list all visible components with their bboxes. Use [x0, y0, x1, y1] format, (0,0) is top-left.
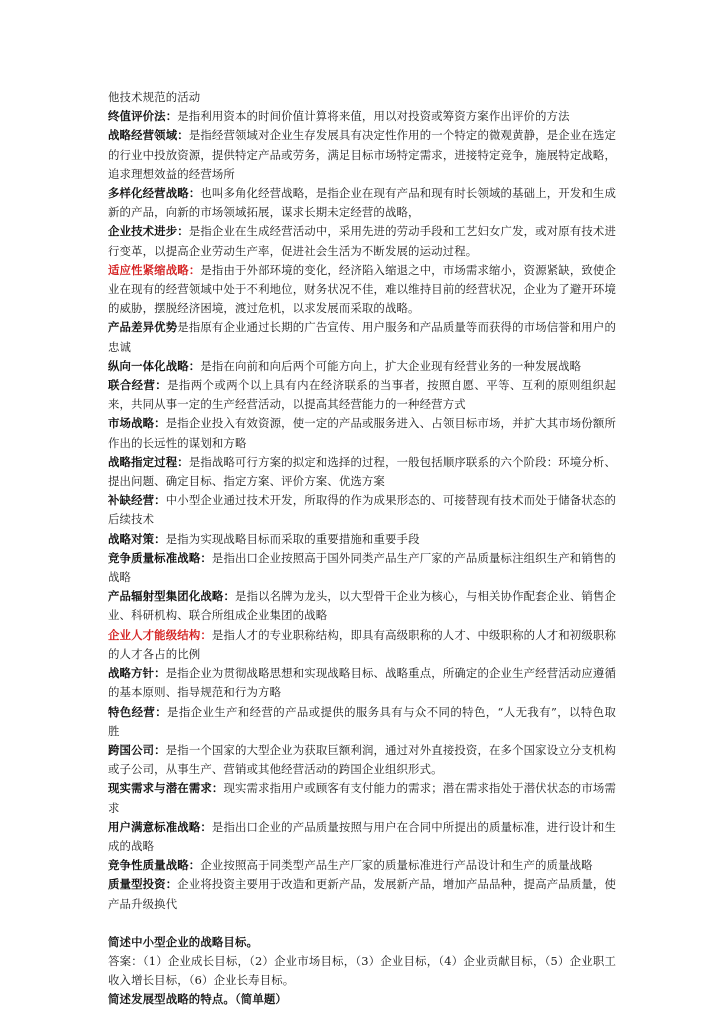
definition-term: 企业技术进步：	[108, 224, 189, 239]
definition-term: 现实需求与潜在需求：	[108, 781, 224, 796]
definition-entry	[108, 779, 616, 817]
definition-entry	[108, 357, 616, 376]
definition-text: 是指战略可行方案的拟定和选择的过程，一般包括顺序联系的六个阶段：环境分析、提出问题、确定目标、指定方案、评价方案、优选方案	[108, 454, 616, 489]
definition-text: 是指企业投入有效资源，使一定的产品或服务进入、占领目标市场，并扩大其市场份额所作出的长远性的谋划和方略	[108, 416, 616, 450]
definition-term: 产品差异优势	[108, 320, 178, 335]
definition-term: 战略方针：	[108, 666, 166, 681]
definition-text: 企业按照高于同类型产品生产厂家的质量标准进行产品设计和生产的质量战略	[200, 858, 593, 873]
definition-term: 质量型投资：	[108, 877, 178, 892]
definition-entry	[108, 818, 616, 856]
definition-text: 是指以名牌为龙头，以大型骨干企业为核心，与相关协作配套企业、销售企业、科研机构、联合所组成企业集团的战略	[108, 589, 616, 623]
definition-term: 特色经营：	[108, 704, 168, 719]
definition-term: 补缺经营：	[108, 493, 166, 508]
definition-entry	[108, 126, 616, 184]
definition-term: 用户满意标准战略：	[108, 819, 212, 834]
definition-text: 企业将投资主要用于改造和更新产品，发展新产品，增加产品品种，提高产品质量，使产品升级换代	[108, 877, 617, 911]
definition-list	[108, 107, 616, 914]
intro-line: 他技术规范的活动	[108, 90, 201, 104]
definition-term: 战略对策：	[108, 531, 166, 546]
definition-entry	[108, 376, 616, 414]
section-title: 简述中小型企业的战略目标。	[108, 934, 259, 949]
definition-text: 是指经营领域对企业生存发展具有决定性作用的一个特定的微观黄静，是企业在选定的行业中投放资源，提供特定产品或劳务，满足目标市场特定需求，进接特定竞争，施展特定战略，追求理想效益的经营场所	[108, 128, 616, 181]
definition-text: 是指一个国家的大型企业为获取巨额利润，通过对外直接投资，在多个国家设立分支机构或子公司，从事生产、营销或其他经营活动的跨国企业组织形式。	[108, 742, 616, 777]
definition-term: 竞争质量标准战略：	[108, 550, 212, 565]
definition-entry	[108, 261, 616, 319]
definition-entry	[108, 318, 616, 356]
definition-term: 多样化经营战略：	[108, 186, 201, 201]
definition-text: 中小型企业通过技术开发，所取得的作为成果形态的、可接替现有技术而处于储备状态的后续技术	[108, 493, 616, 527]
definition-text: 是指企业生产和经营的产品或提供的服务具有与众不同的特色，“人无我有”，以特色取胜	[108, 704, 616, 738]
definition-term: 市场战略：	[108, 416, 166, 431]
definition-text: 是指在向前和向后两个可能方向上，扩大企业现有经营业务的一种发展战略	[200, 358, 582, 373]
definition-text: 是指由于外部环境的变化，经济陷入缩退之中，市场需求缩小，资源紧缺，致使企业在现有的经营领域中处于不利地位，财务状况不佳，难以维持目前的经营状况，企业为了避开环境的威胁，摆脱经济困境，渡过危机，以求发展而采取的战略。	[108, 262, 617, 316]
definition-text: 也叫多角化经营战略，是指企业在现有产品和现有时长领域的基础上，开发和生成新的产品，向新的市场领域拓展，谋求长期未定经营的战略，	[108, 186, 617, 220]
definition-term: 终值评价法：	[108, 109, 178, 124]
definition-entry	[108, 856, 616, 875]
definition-text: 是指人才的专业职称结构，即具有高级职称的人才、中级职称的人才和初级职称的人才各占的比例	[108, 627, 616, 661]
definition-entry	[108, 107, 616, 126]
definition-text: 是指两个或两个以上具有内在经济联系的当事者，按照自愿、平等、互利的原则组织起来，共同从事一定的生产经营活动，以提高其经营能力的一种经营方式	[108, 378, 616, 412]
definition-entry	[108, 453, 616, 491]
definition-text: 是指为实现战略目标而采取的重要措施和重要手段	[165, 531, 420, 546]
definition-term: 联合经营：	[108, 378, 168, 393]
definition-text: 是指出口企业按照高于国外同类产品生产厂家的产品质量标注组织生产和销售的战略	[108, 550, 616, 585]
definition-text: 现实需求指用户或顾客有支付能力的需求；潜在需求指处于潜伏状态的市场需求	[108, 781, 616, 815]
definition-text: 是指原有企业通过长期的广告宣传、用户服务和产品质量等而获得的市场信誉和用户的忠诚	[108, 320, 617, 354]
definition-term: 产品辐射型集团化战略：	[108, 589, 235, 604]
definition-entry	[108, 664, 616, 702]
definition-term: 纵向一体化战略：	[108, 358, 201, 373]
definition-entry	[108, 703, 616, 741]
definition-entry	[108, 875, 616, 913]
definition-term: 竞争性质量战略：	[108, 858, 201, 873]
definition-term: 企业人才能级结构：	[108, 627, 212, 642]
definition-entry	[108, 741, 616, 779]
definition-text: 是指企业为贯彻战略思想和实现战略目标、战略重点，所确定的企业生产经营活动应遵循的基本原则、指导规范和行为方略	[108, 666, 616, 700]
question-title: 简述发展型战略的特点。（简单题）	[108, 992, 287, 1007]
definition-term: 跨国公司：	[108, 742, 166, 757]
definition-entry	[108, 530, 616, 549]
definition-entry	[108, 491, 616, 529]
definition-term: 战略经营领域：	[108, 128, 189, 143]
definition-text: 是指出口企业的产品质量按照与用户在合同中所提出的质量标准，进行设计和生成的战略	[108, 819, 616, 853]
definition-entry	[108, 587, 616, 625]
spacer	[108, 914, 616, 933]
definition-term: 战略指定过程：	[108, 454, 189, 469]
answer-text: 答案：（1）企业成长目标，（2）企业市场目标，（3）企业目标，（4）企业贡献目标，（5）企业职工收入增长目标，（6）企业长寿目标。	[108, 953, 616, 988]
definition-entry	[108, 549, 616, 587]
definition-entry	[108, 184, 616, 222]
definition-text: 是指利用资本的时间价值计算将来值，用以对投资或筹资方案作出评价的方法	[177, 109, 570, 124]
definition-entry	[108, 626, 616, 664]
definition-term: 适应性紧缩战略：	[108, 262, 201, 277]
definition-entry	[108, 414, 616, 452]
document-page	[108, 88, 616, 1010]
definition-entry	[108, 222, 616, 260]
definition-text: 是指企业在生成经营活动中，采用先进的劳动手段和工艺妇女广发，或对原有技术进行变革，以提高企业劳动生产率，促进社会生活为不断发展的运动过程。	[108, 224, 616, 258]
